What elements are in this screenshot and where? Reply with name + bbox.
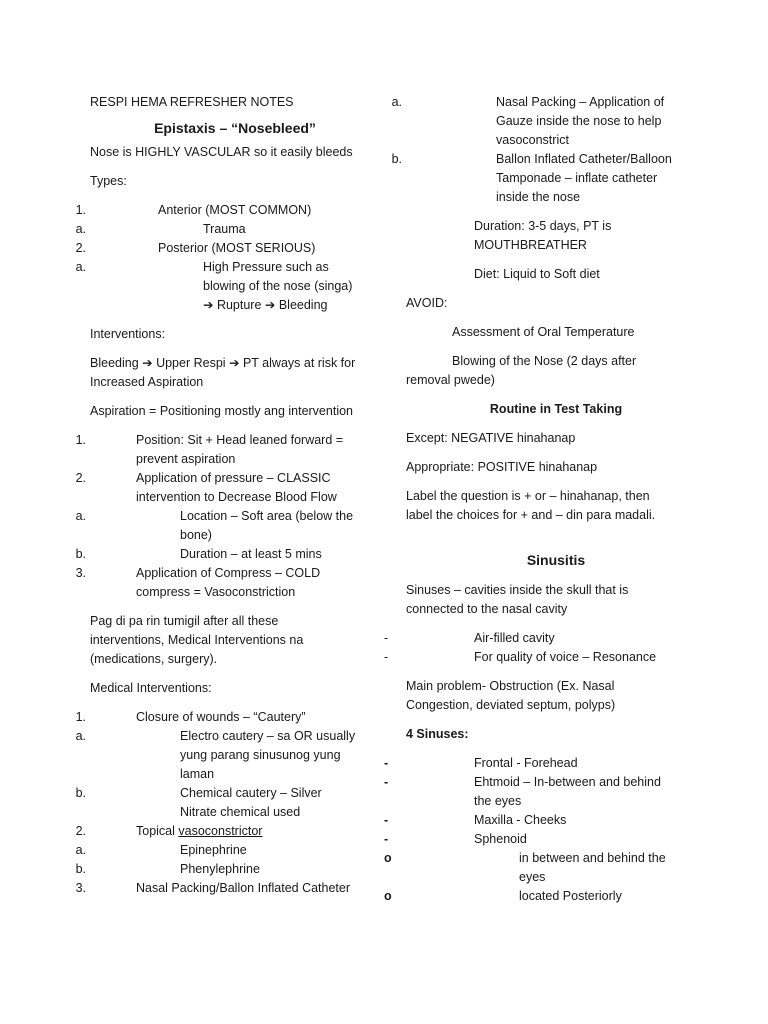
right-column	[384, 93, 706, 906]
list-item: - Ehtmoid – In-between and behind the eyes	[384, 775, 661, 808]
four-sinuses-label: 4 Sinuses:	[406, 727, 469, 741]
appropriate-text: Appropriate: POSITIVE hinahanap	[406, 460, 598, 474]
aspiration-text: Aspiration = Positioning mostly ang intervention	[90, 404, 353, 418]
list-item: 2. Posterior (MOST SERIOUS)	[75, 241, 316, 255]
epistaxis-title: Epistaxis – “Nosebleed”	[154, 120, 316, 136]
duration-text: Duration: 3-5 days, PT is MOUTHBREATHER	[474, 219, 612, 252]
pag-di-text: Pag di pa rin tumigil after all these interventions, Medical Interventions na (medications, surgery).	[90, 614, 304, 666]
list-item: b. Chemical cautery – Silver Nitrate chemical used	[75, 786, 322, 819]
list-item: 2. Topical vasoconstrictor	[75, 824, 263, 838]
list-item: 1. Position: Sit + Head leaned forward = prevent aspiration	[75, 433, 344, 466]
list-item: - Maxilla - Cheeks	[384, 813, 567, 827]
document-header: RESPI HEMA REFRESHER NOTES	[90, 95, 294, 109]
routine-heading: Routine in Test Taking	[489, 402, 623, 416]
avoid-item: Assessment of Oral Temperature	[452, 325, 635, 339]
list-item: a. Epinephrine	[75, 843, 247, 857]
main-problem-text: Main problem- Obstruction (Ex. Nasal Congestion, deviated septum, polyps)	[406, 679, 616, 712]
interventions-label: Interventions:	[90, 327, 166, 341]
list-item: 3. Application of Compress – COLD compress = Vasoconstriction	[75, 566, 321, 599]
sinusitis-heading: Sinusitis	[526, 552, 586, 568]
underlined-term: vasoconstrictor	[178, 824, 263, 838]
bleeding-text: Bleeding ➔ Upper Respi ➔ PT always at risk for Increased Aspiration	[90, 356, 356, 389]
list-item: - Air-filled cavity	[384, 631, 555, 645]
list-item: 1. Closure of wounds – “Cautery”	[75, 710, 306, 724]
types-label: Types:	[90, 174, 127, 188]
list-item: o located Posteriorly	[406, 887, 706, 906]
list-item: - Sphenoid	[384, 832, 527, 846]
intro-text: Nose is HIGHLY VASCULAR so it easily bleeds	[90, 145, 353, 159]
list-item: 2. Application of pressure – CLASSIC intervention to Decrease Blood Flow	[75, 471, 337, 504]
list-item: o in between and behind the eyes	[384, 851, 666, 884]
label-text: Label the question is + or – hinahanap, then label the choices for + and – din para madali.	[406, 489, 656, 522]
list-item: a. Location – Soft area (below the bone)	[75, 509, 354, 542]
except-text: Except: NEGATIVE hinahanap	[406, 431, 576, 445]
list-item: b. Ballon Inflated Catheter/Balloon Tamponade – inflate catheter inside the nose	[391, 152, 672, 204]
list-item: 1. Anterior (MOST COMMON)	[75, 203, 312, 217]
list-item: a. Nasal Packing – Application of Gauze inside the nose to help vasoconstrict	[391, 95, 665, 147]
medical-interventions-label: Medical Interventions:	[90, 681, 212, 695]
avoid-label: AVOID:	[406, 296, 448, 310]
sinuses-definition: Sinuses – cavities inside the skull that is connected to the nasal cavity	[406, 583, 629, 616]
list-item: - For quality of voice – Resonance	[384, 650, 657, 664]
list-item: b. Duration – at least 5 mins	[75, 547, 322, 561]
list-item: b. Phenylephrine	[75, 862, 260, 876]
list-item: 3. Nasal Packing/Ballon Inflated Catheter	[75, 881, 351, 895]
list-item: a. High Pressure such as blowing of the nose (singa) ➔ Rupture ➔ Bleeding	[75, 260, 353, 312]
list-item: - Frontal - Forehead	[384, 756, 578, 770]
diet-text: Diet: Liquid to Soft diet	[474, 267, 600, 281]
list-item: a. Electro cautery – sa OR usually yung parang sinusunog yung laman	[75, 729, 356, 781]
bullet-icon: o	[384, 851, 392, 865]
left-column	[75, 93, 380, 898]
avoid-item: Blowing of the Nose (2 days after removal pwede)	[406, 354, 637, 387]
bullet-icon: o	[384, 889, 392, 903]
list-item: a. Trauma	[75, 222, 246, 236]
